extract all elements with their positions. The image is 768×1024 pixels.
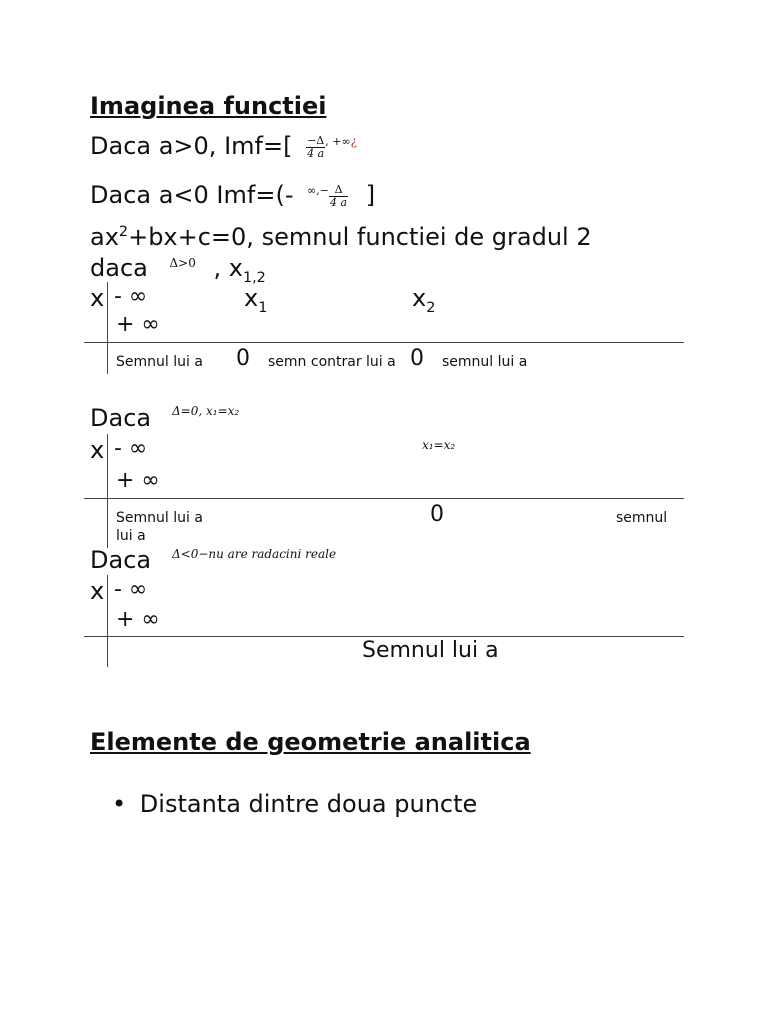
table3-horizontal-divider (84, 636, 684, 637)
table2-x-label: x (90, 436, 105, 464)
plus-infinity: , +∞ (325, 135, 351, 148)
table1-root-x2 (412, 284, 435, 316)
case2-daca: Daca (90, 404, 152, 432)
daca-label: daca (90, 254, 148, 282)
delta-positive-condition: Δ>0 (169, 256, 196, 270)
root-subscript: 1 (258, 299, 268, 316)
table1-zero-2: 0 (410, 346, 424, 371)
table2-horizontal-divider (84, 498, 684, 499)
fraction-numerator: Δ (329, 184, 348, 197)
table3-x-label: x (90, 577, 105, 605)
table1-sign-left: Semnul lui a (116, 354, 203, 370)
table1-sign-right: semnul lui a (442, 354, 528, 370)
table2-plus-infinity: + ∞ (116, 468, 160, 493)
table2-zero: 0 (430, 502, 444, 527)
table2-vertical-divider (107, 434, 108, 548)
heading-imaginea-functiei: Imaginea functiei (90, 92, 327, 120)
bullet-icon: • (112, 790, 127, 818)
table3-plus-infinity: + ∞ (116, 607, 160, 632)
case3-condition: Δ<0−nu are radacini reale (172, 547, 337, 561)
equation-exponent: 2 (118, 224, 129, 240)
roots-label: , x (213, 254, 243, 282)
heading-geometrie-analitica: Elemente de geometrie analitica (90, 728, 531, 756)
table3-minus-infinity: - ∞ (114, 577, 148, 602)
table2-sign-right-1: semnul (616, 510, 668, 526)
table1-minus-infinity: - ∞ (114, 284, 148, 309)
fraction-delta-4a (329, 184, 348, 209)
fraction-minus-delta-4a (306, 135, 325, 160)
bullet-item-text: Distanta dintre doua puncte (139, 790, 478, 818)
case3-daca: Daca (90, 546, 152, 574)
fraction-numerator: −Δ (307, 133, 325, 147)
table1-root-x1 (244, 284, 267, 316)
line-a-positive (90, 132, 357, 160)
table3-vertical-divider (107, 575, 108, 667)
root-subscript: 2 (426, 299, 436, 316)
table1-zero-1: 0 (236, 346, 250, 371)
closing-bracket: ] (365, 181, 376, 209)
table1-horizontal-divider (84, 342, 684, 343)
line-a-positive-text: Daca a>0, Imf=[ (90, 132, 293, 160)
equation-line (90, 223, 592, 251)
table3-sign: Semnul lui a (362, 638, 499, 663)
line-a-negative-text: Daca a<0 Imf=(- (90, 181, 294, 209)
fraction-denominator: 4 a (330, 195, 348, 209)
condition-line (90, 254, 266, 286)
infinity-lead: ∞,− (307, 184, 330, 197)
table1-vertical-divider (107, 282, 108, 374)
fraction-denominator: 4 a (307, 146, 325, 160)
table1-sign-mid: semn contrar lui a (268, 354, 396, 370)
equation-ax: ax (90, 223, 119, 251)
bullet-list-item (112, 790, 477, 818)
root-x: x (412, 284, 427, 312)
root-x: x (244, 284, 259, 312)
table2-minus-infinity: - ∞ (114, 436, 148, 461)
line-a-negative (90, 181, 375, 209)
table1-x-label: x (90, 284, 105, 312)
table2-sign-right-2: lui a (116, 528, 146, 544)
table2-sign-left: Semnul lui a (116, 510, 203, 526)
roots-subscript: 1,2 (242, 269, 266, 286)
case2-condition: Δ=0, x₁=x₂ (172, 404, 240, 418)
equation-rest: +bx+c=0, semnul functiei de gradul 2 (128, 223, 592, 251)
table2-double-root: x₁=x₂ (422, 438, 456, 452)
table1-plus-infinity: + ∞ (116, 312, 160, 337)
unknown-glyph-mark: ¿ (350, 134, 358, 148)
